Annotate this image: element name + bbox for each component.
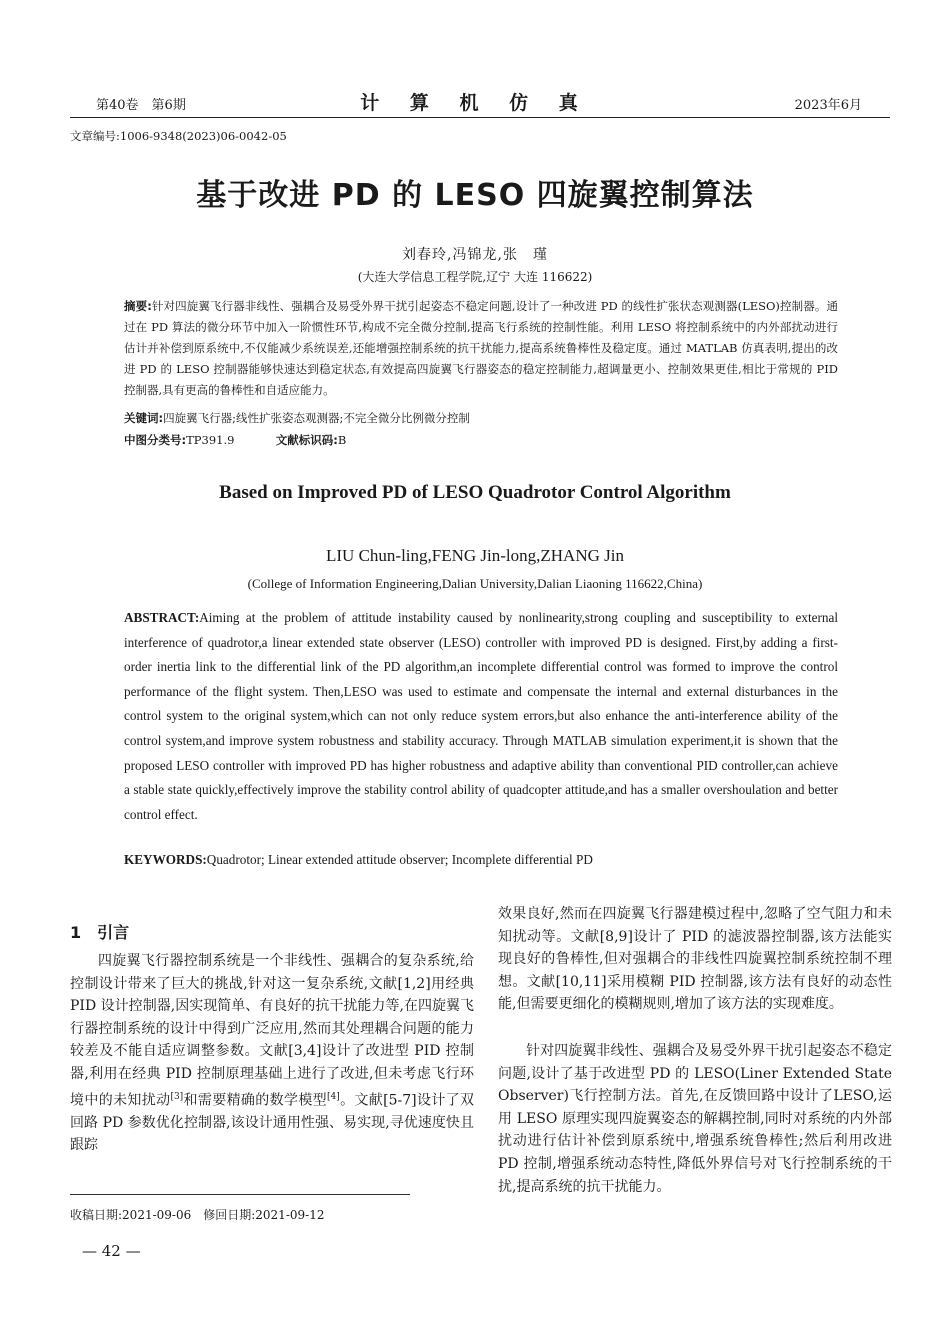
abstract-chinese xyxy=(124,296,838,401)
abstract-english-text: Aiming at the problem of attitude instability caused by nonlinearity,strong coupling and susceptibility to external interference of quadrotor,a linear extended state observer (LESO) controller with improved PD is designed. First,by adding a first-order inertia link to the differential link of the PD algorithm,an incomplete differential control was formed to improve the control performance of the flight system. Then,LESO was used to estimate and compensate the internal and external disturbances in the control system to the original system,which can not only reduce system errors,but also enhance the anti-interference ability of the control system,and improve system robustness and stability accuracy. Through MATLAB simulation experiment,it is shown that the proposed LESO controller with improved PD has higher robustness and adaptive ability than conventional PID controller,can achieve a stable state quickly,effectively improve the stability control ability of quadcopter attitude,and has a smaller overshoulation and better control effect. xyxy=(124,610,838,822)
keywords-english-text: Quadrotor; Linear extended attitude observer; Incomplete differential PD xyxy=(206,852,593,867)
title-english: Based on Improved PD of LESO Quadrotor Control Algorithm xyxy=(219,482,731,503)
doc-code-value: B xyxy=(337,433,347,447)
abstract-chinese-text: 针对四旋翼飞行器非线性、强耦合及易受外界干扰引起姿态不稳定问题,设计了一种改进 PD 的线性扩张状态观测器(LESO)控制器。通过在 PD 算法的微分环节中加入一阶惯性环节,构成不完全微分控制,提高飞行系统的控制性能。利用 LESO 将控制系统中的内外部扰动进行估计并补偿到原系统中,不仅能减少系统误差,还能增强控制系统的抗干扰能力,提高系统鲁棒性及稳定度。通过 MATLAB 仿真表明,提出的改进 PD 的 LESO 控制器能够快速达到稳定状态,有效提高四旋翼飞行器姿态的稳定控制能力,超调量更小、控制效果更佳,相比于常规的 PID 控制器,具有更高的鲁棒性和自适应能力。 xyxy=(124,299,838,397)
article-number: 文章编号:1006-9348(2023)06-0042-05 xyxy=(70,129,287,143)
footnote-divider xyxy=(70,1194,410,1195)
body-right-paragraph-2: 针对四旋翼非线性、强耦合及易受外界干扰引起姿态不稳定问题,设计了基于改进型 PD 的 LESO(Liner Extended State Observer)飞行控制方法。首先,在反馈回路中设计了LESO,运用 LESO 原理实现四旋翼姿态的解耦控制,同时对系统的内外部扰动进行估计补偿到原系统中,增强系统鲁棒性;然后利用改进 PD 控制,增强系统动态特性,降低外界信号对飞行控制系统的干扰,提高系统的抗干扰能力。 xyxy=(498,1043,892,1195)
page-number: — 42 — xyxy=(82,1242,141,1260)
citation-3: [3] xyxy=(170,1091,184,1102)
keywords-chinese xyxy=(124,410,838,426)
received-dates: 收稿日期:2021-09-06 修回日期:2021-09-12 xyxy=(70,1208,325,1222)
abstract-english-label: ABSTRACT: xyxy=(124,610,200,625)
body-left-text-b: 和需要精确的数学模型 xyxy=(183,1092,328,1109)
header-divider xyxy=(70,117,890,118)
section-number: 1 xyxy=(70,923,82,942)
classification-line xyxy=(124,432,838,448)
keywords-english xyxy=(124,852,838,868)
body-left-text-c: 。文献[5-7]设计了双回路 PD 参数优化控制器,该设计通用性强、易实现,寻优速度快且跟踪 xyxy=(70,1092,475,1154)
authors-english: LIU Chun-ling,FENG Jin-long,ZHANG Jin xyxy=(326,546,624,565)
affiliation-chinese: (大连大学信息工程学院,辽宁 大连 116622) xyxy=(357,270,593,284)
authors-chinese: 刘春玲,冯锦龙,张 瑾 xyxy=(402,247,548,263)
abstract-chinese-label: 摘要: xyxy=(124,299,152,313)
clc-label: 中图分类号: xyxy=(124,433,187,447)
journal-name: 计 算 机 仿 真 xyxy=(360,92,590,114)
abstract-english xyxy=(124,606,838,827)
title-chinese: 基于改进 PD 的 LESO 四旋翼控制算法 xyxy=(196,178,754,213)
body-left-paragraph xyxy=(70,950,474,1157)
keywords-english-label: KEYWORDS: xyxy=(124,852,207,867)
publication-date: 2023年6月 xyxy=(794,98,862,113)
keywords-chinese-label: 关键词: xyxy=(124,411,164,425)
section-title: 引言 xyxy=(97,923,130,942)
section-heading xyxy=(70,920,145,943)
keywords-chinese-text: 四旋翼飞行器;线性扩张姿态观测器;不完全微分比例微分控制 xyxy=(163,411,470,425)
citation-4: [4] xyxy=(327,1091,340,1102)
body-left-text-a: 四旋翼飞行器控制系统是一个非线性、强耦合的复杂系统,给控制设计带来了巨大的挑战,针对这一复杂系统,文献[1,2]用经典 PID 设计控制器,因实现简单、有良好的抗干扰能力等,在四旋翼飞行器控制系统的设计中得到广泛应用,然而其处理耦合问题的能力较差及不能自适应调整参数。文献[3,4]设计了改进型 PID 控制器,利用在经典 PID 控制原理基础上进行了改进,但未考虑飞行环境中的未知扰动 xyxy=(70,953,474,1109)
body-right-paragraph-1: 效果良好,然而在四旋翼飞行器建模过程中,忽略了空气阻力和未知扰动等。文献[8,9]设计了 PID 的滤波器控制器,该方法能实现良好的鲁棒性,但对强耦合的非线性四旋翼控制系统控制不理想。文献[10,11]采用模糊 PID 控制器,该方法有良好的动态性能,但需要更细化的模糊规则,增加了该方法的实现难度。 xyxy=(498,906,892,1013)
doc-code-label: 文献标识码: xyxy=(275,433,338,447)
affiliation-english: (College of Information Engineering,Dalian University,Dalian Liaoning 116622,China) xyxy=(247,576,703,591)
clc-value: TP391.9 xyxy=(186,433,235,447)
volume-issue: 第40卷 第6期 xyxy=(96,98,186,113)
